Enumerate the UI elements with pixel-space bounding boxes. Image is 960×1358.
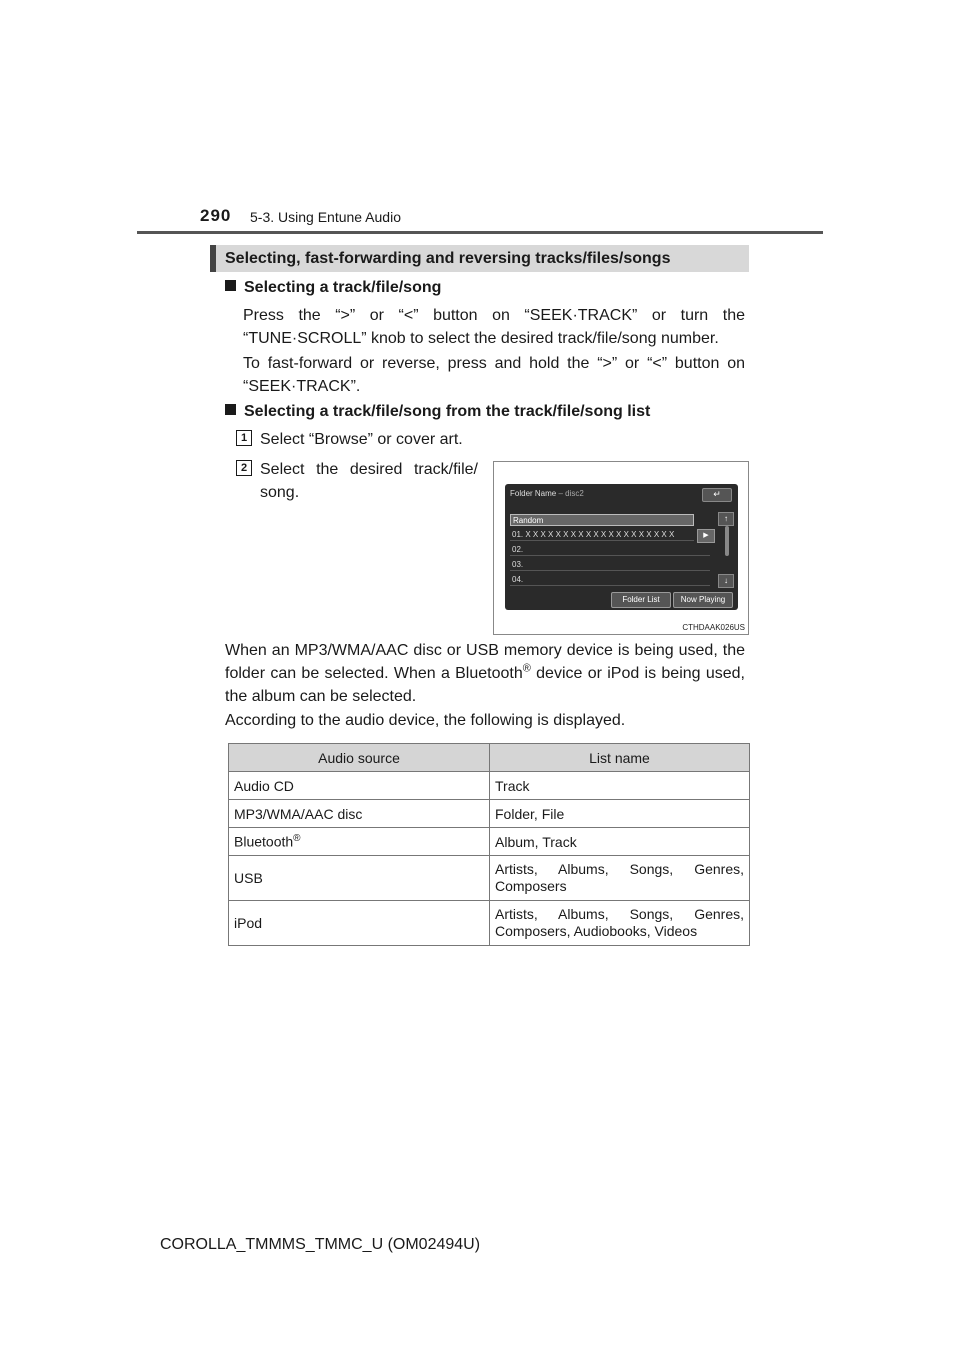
registered-mark: ® — [522, 662, 531, 675]
paragraph-seek-track: Press the “>” or “<” button on “SEEK·TRACK” or turn the “TUNE·SCROLL” knob to select the desired track/file/song number. — [243, 307, 745, 347]
list-cell: Album, Track — [490, 828, 750, 856]
table-header-row — [229, 744, 750, 772]
back-icon[interactable]: ↵ — [702, 488, 732, 502]
square-bullet-icon — [225, 280, 236, 291]
registered-mark: ® — [293, 833, 301, 845]
source-cell: Audio CD — [229, 772, 490, 800]
header-audio-source: Audio source — [229, 744, 490, 772]
screen-figure — [493, 461, 749, 635]
source-cell: USB — [229, 856, 490, 901]
screen-title — [510, 489, 584, 498]
document-footer: COROLLA_TMMMS_TMMC_U (OM02494U) — [160, 1236, 481, 1253]
folder-name-label: Folder Name — [510, 489, 557, 498]
table-row — [229, 828, 750, 856]
subheading-select-track — [225, 279, 441, 297]
scroll-down-icon[interactable]: ↓ — [718, 574, 734, 588]
source-cell: MP3/WMA/AAC disc — [229, 800, 490, 828]
source-cell — [229, 828, 490, 856]
source-cell: iPod — [229, 901, 490, 946]
page-number: 290 — [200, 206, 232, 225]
list-cell: Folder, File — [490, 800, 750, 828]
chapter-title: 5-3. Using Entune Audio — [250, 209, 401, 225]
step-2-text: Select the desired track/file/ song. — [260, 461, 478, 501]
track-row-03[interactable]: 03. — [510, 559, 710, 571]
folder-subtitle: – disc2 — [558, 489, 584, 498]
figure-code: CTHDAAK026US — [682, 623, 745, 632]
table-row — [229, 901, 750, 946]
source-text: Bluetooth — [234, 833, 294, 850]
header-list-name: List name — [490, 744, 750, 772]
table-row — [229, 772, 750, 800]
step-1-text: Select “Browse” or cover art. — [260, 431, 463, 448]
random-row[interactable]: Random — [510, 514, 694, 526]
list-cell: Track — [490, 772, 750, 800]
para3-text-b: device or iPod is being used, the album can be selected. — [225, 665, 745, 705]
scrollbar[interactable] — [725, 526, 729, 556]
paragraph-fast-forward: To fast-forward or reverse, press and hold the “>” or “<” button on “SEEK·TRACK”. — [243, 355, 745, 395]
subheading-text: Selecting a track/file/song from the track/file/song list — [244, 403, 651, 420]
subheading-select-from-list — [225, 403, 650, 421]
step-number-1: 1 — [236, 430, 252, 446]
list-text: Artists, Albums, Songs, Genres, Composers, Audiobooks, Videos — [495, 906, 744, 939]
track-row-02[interactable]: 02. — [510, 544, 710, 556]
table-row — [229, 800, 750, 828]
scroll-up-icon[interactable]: ↑ — [718, 512, 734, 526]
track-row-01[interactable]: 01. X X X X X X X X X X X X X X X X X X X X — [510, 529, 694, 541]
subheading-text: Selecting a track/file/song — [244, 279, 442, 296]
list-cell — [490, 856, 750, 901]
table-row — [229, 856, 750, 901]
paragraph-folder-album — [225, 639, 745, 708]
now-playing-button[interactable]: Now Playing — [673, 592, 733, 608]
square-bullet-icon — [225, 404, 236, 415]
header-divider — [137, 231, 823, 234]
play-icon[interactable]: ▶ — [697, 529, 715, 543]
para3-text-a: When an MP3/WMA/AAC disc or USB memory device is being used, the folder can be selected. When a Bluetooth — [225, 642, 745, 682]
audio-source-table — [228, 743, 750, 946]
section-heading: Selecting, fast-forwarding and reversing tracks/files/songs — [210, 245, 749, 272]
paragraph-following-displayed: According to the audio device, the following is displayed. — [225, 712, 626, 729]
head-unit-screen — [505, 484, 738, 610]
folder-list-button[interactable]: Folder List — [611, 592, 671, 608]
list-text: Artists, Albums, Songs, Genres, Composers — [495, 861, 744, 894]
track-row-04[interactable]: 04. — [510, 574, 710, 586]
list-cell — [490, 901, 750, 946]
step-number-2: 2 — [236, 460, 252, 476]
